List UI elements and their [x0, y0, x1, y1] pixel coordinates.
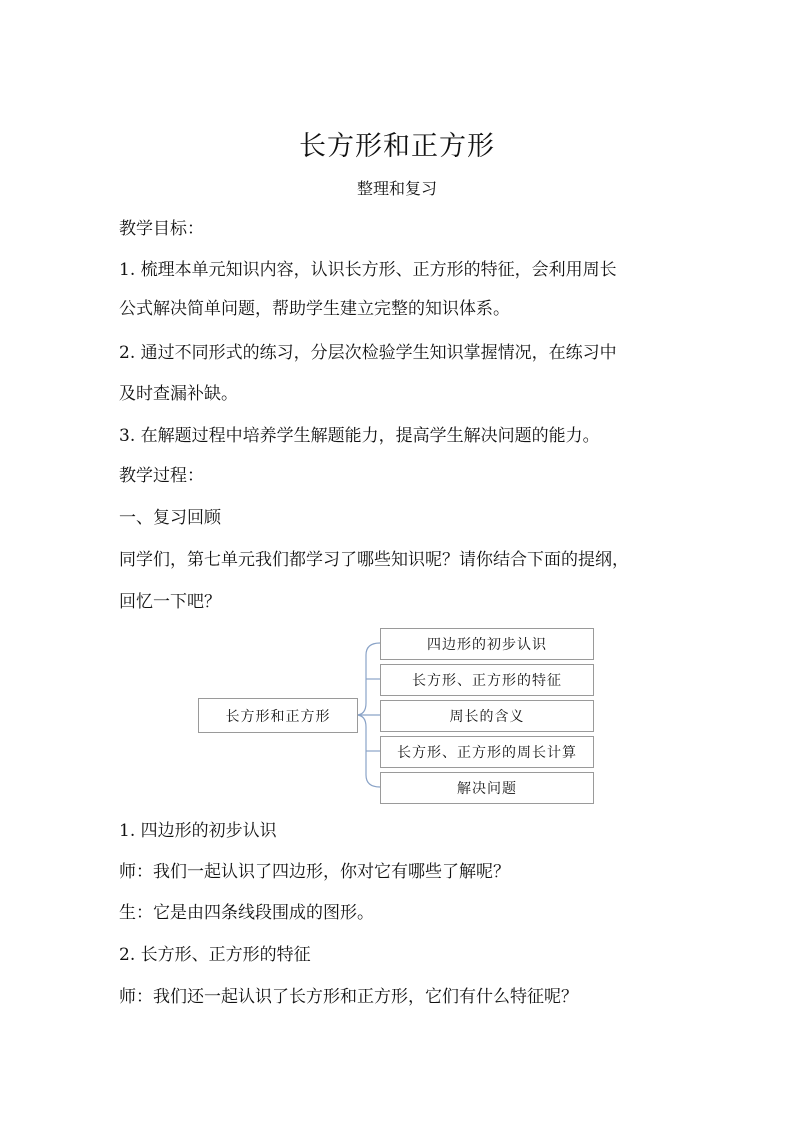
paragraph-line: 公式解决简单问题，帮助学生建立完整的知识体系。 [119, 299, 510, 319]
document-title: 长方形和正方形 [299, 131, 495, 162]
outline-root-box [198, 698, 358, 733]
outline-child-box [380, 700, 594, 732]
paragraph-line: 教学目标： [119, 219, 204, 239]
paragraph-line: 师：我们还一起认识了长方形和正方形，它们有什么特征呢？ [119, 987, 578, 1007]
section-heading: 一、复习回顾 [119, 508, 221, 528]
paragraph-line: 师：我们一起认识了四边形，你对它有哪些了解呢？ [119, 862, 510, 882]
document-subtitle: 整理和复习 [356, 179, 437, 198]
outline-root-label: 长方形和正方形 [225, 708, 331, 725]
paragraph-line: 教学过程： [119, 466, 204, 486]
paragraph-line: 及时查漏补缺。 [119, 384, 238, 404]
outline-child-label: 长方形、正方形的特征 [412, 673, 562, 689]
paragraph-line: 2. 通过不同形式的练习，分层次检验学生知识掌握情况，在练习中 [119, 343, 617, 363]
paragraph-line: 3. 在解题过程中培养学生解题能力，提高学生解决问题的能力。 [119, 426, 600, 446]
outline-child-label: 四边形的初步认识 [427, 637, 547, 653]
outline-child-box [380, 628, 594, 660]
section-heading: 2. 长方形、正方形的特征 [119, 945, 311, 965]
outline-child-box [380, 772, 594, 804]
paragraph-line: 1. 梳理本单元知识内容，认识长方形、正方形的特征，会利用周长 [119, 260, 617, 280]
outline-child-box [380, 664, 594, 696]
outline-child-label: 长方形、正方形的周长计算 [397, 745, 577, 761]
paragraph-line: 同学们，第七单元我们都学习了哪些知识呢？请你结合下面的提纲， [119, 550, 629, 570]
paragraph-line: 生：它是由四条线段围成的图形。 [119, 903, 374, 923]
section-heading: 1. 四边形的初步认识 [119, 821, 277, 841]
outline-child-label: 周长的含义 [449, 709, 525, 725]
outline-child-box [380, 736, 594, 768]
outline-child-label: 解决问题 [457, 781, 517, 797]
paragraph-line: 回忆一下吧？ [119, 592, 221, 612]
